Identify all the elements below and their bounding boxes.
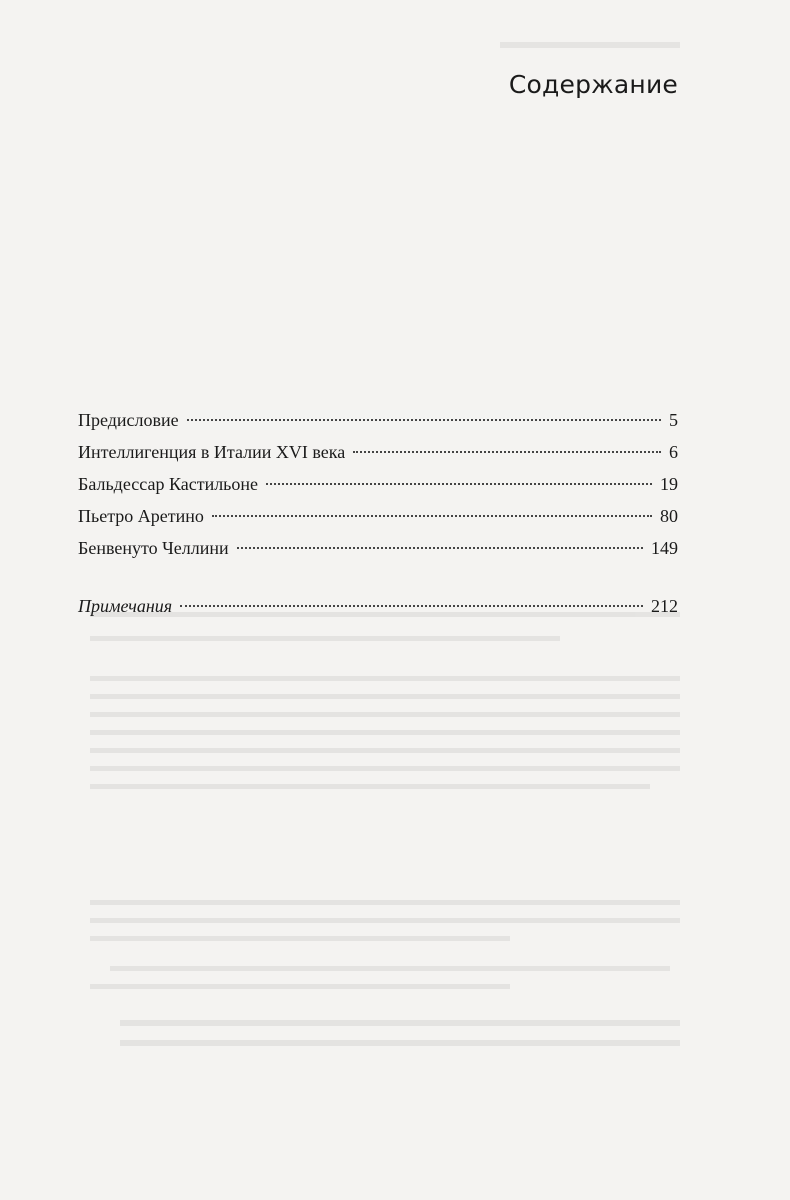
dot-leader [237,547,643,549]
toc-entry-page: 5 [669,410,678,430]
table-of-contents [78,404,678,622]
dot-leader [212,515,652,517]
toc-entry-title: Предисловие [78,410,179,430]
toc-entry-page: 149 [651,538,678,558]
toc-entry-title: Бенвенуто Челлини [78,538,229,558]
toc-entry[interactable] [78,404,678,436]
toc-entry-page: 19 [660,474,678,494]
dot-leader [353,451,661,453]
toc-entry-title: Пьетро Аретино [78,506,204,526]
toc-entry-title: Интеллигенция в Италии XVI века [78,442,346,462]
toc-entry-page: 80 [660,506,678,526]
toc-entry[interactable] [78,468,678,500]
toc-entry-page: 6 [669,442,678,462]
toc-entry[interactable] [78,532,678,564]
toc-entry[interactable] [78,436,678,468]
page-title: Содержание [508,70,678,99]
toc-entry-notes[interactable] [78,590,678,622]
dot-leader [180,605,643,607]
dot-leader [187,419,661,421]
toc-entry-title: Примечания [78,596,173,616]
dot-leader [266,483,652,485]
toc-entry[interactable] [78,500,678,532]
toc-entry-title: Бальдессар Кастильоне [78,474,259,494]
toc-entry-page: 212 [651,596,678,616]
